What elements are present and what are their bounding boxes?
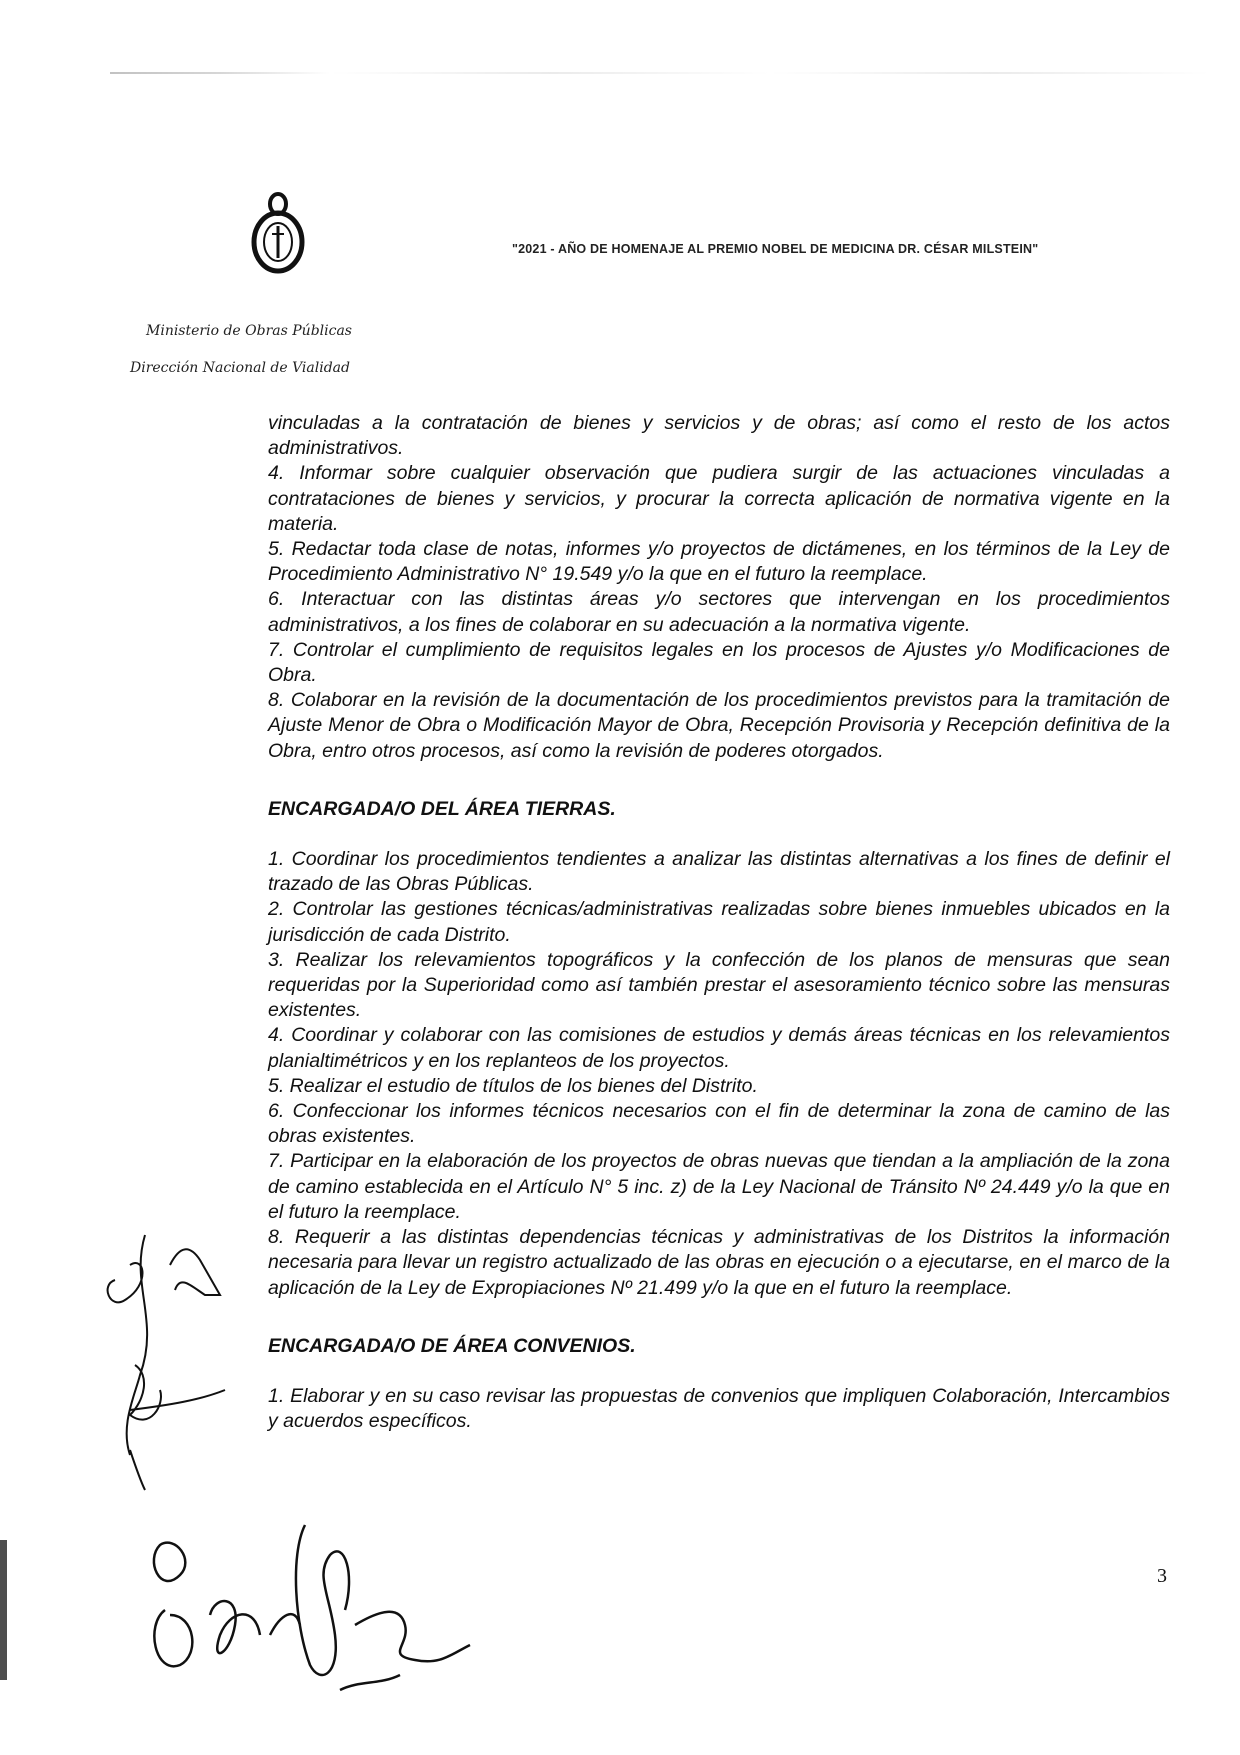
document-body xyxy=(268,411,1170,1434)
list-item: 3. Realizar los relevamientos topográficos y la confección de los planos de mensuras que sean requeridas por la Superioridad como así también prestar el asesoramiento técnico sobre las mensuras existentes. xyxy=(268,948,1170,1022)
signature-initials-icon xyxy=(90,1225,240,1495)
year-motto: "2021 - AÑO DE HOMENAJE AL PREMIO NOBEL DE MEDICINA DR. CÉSAR MILSTEIN" xyxy=(512,242,1039,256)
list-item: 4. Coordinar y colaborar con las comisiones de estudios y demás áreas técnicas en los relevamientos planialtimétricos y en los replanteos de los proyectos. xyxy=(268,1024,1170,1072)
national-seal-icon xyxy=(248,190,308,274)
page-number: 3 xyxy=(1157,1565,1167,1587)
list-item: 5. Redactar toda clase de notas, informes y/o proyectos de dictámenes, en los términos de la Ley de Procedimiento Administrativo N° 19.549 y/o la que en el futuro la reemplace. xyxy=(268,538,1170,586)
list-item: 5. Realizar el estudio de títulos de los bienes del Distrito. xyxy=(268,1074,758,1097)
list-item: 6. Confeccionar los informes técnicos necesarios con el fin de determinar la zona de camino de las obras existentes. xyxy=(268,1100,1170,1148)
scan-edge-mark xyxy=(0,1540,7,1680)
scan-artifact-line xyxy=(110,72,1210,74)
list-item: 7. Controlar el cumplimiento de requisitos legales en los procesos de Ajustes y/o Modificaciones de Obra. xyxy=(268,638,1170,687)
list-item: 4. Informar sobre cualquier observación que pudiera surgir de las actuaciones vinculadas a contrataciones de bienes y servicios, y procurar la correcta aplicación de normativa vigente en la materia. xyxy=(268,462,1170,535)
ministry-name: Ministerio de Obras Públicas xyxy=(146,323,352,339)
signature-scribble-icon xyxy=(140,1515,480,1715)
section-heading-tierras: ENCARGADA/O DEL ÁREA TIERRAS. xyxy=(268,797,616,820)
direction-name: Dirección Nacional de Vialidad xyxy=(130,360,350,376)
list-item: 8. Requerir a las distintas dependencias técnicas y administrativas de los Distritos la información necesaria para llevar un registro actualizado de las obras en ejecución o a ejecutarse, en el marco de la aplicación de la Ley de Expropiaciones Nº 21.499 y/o la que en el futuro la reemplace. xyxy=(268,1226,1170,1299)
list-item: 2. Controlar las gestiones técnicas/administrativas realizadas sobre bienes inmuebles ubicados en la jurisdicción de cada Distrito. xyxy=(268,898,1170,946)
section-heading-convenios: ENCARGADA/O DE ÁREA CONVENIOS. xyxy=(268,1334,636,1357)
list-item: 6. Interactuar con las distintas áreas y/o sectores que intervengan en los procedimientos administrativos, a los fines de colaborar en su adecuación a la normativa vigente. xyxy=(268,588,1170,636)
list-item: 8. Colaborar en la revisión de la documentación de los procedimientos previstos para la tramitación de Ajuste Menor de Obra o Modificación Mayor de Obra, Recepción Provisoria y Recepción definitiva de la Obra, entro otros procesos, así como la revisión de poderes otorgados. xyxy=(268,689,1170,762)
list-item: 7. Participar en la elaboración de los proyectos de obras nuevas que tiendan a la ampliación de la zona de camino establecida en el Artículo N° 5 inc. z) de la Ley Nacional de Tránsito Nº 24.449 y/o la que en el futuro la reemplace. xyxy=(268,1150,1170,1223)
list-item: 1. Coordinar los procedimientos tendientes a analizar las distintas alternativas a los fines de definir el trazado de las Obras Públicas. xyxy=(268,848,1170,896)
continuation-paragraph: vinculadas a la contratación de bienes y servicios y de obras; así como el resto de los actos administrativos. xyxy=(268,412,1170,460)
list-item: 1. Elaborar y en su caso revisar las propuestas de convenios que impliquen Colaboración, Intercambios y acuerdos específicos. xyxy=(268,1384,1170,1433)
